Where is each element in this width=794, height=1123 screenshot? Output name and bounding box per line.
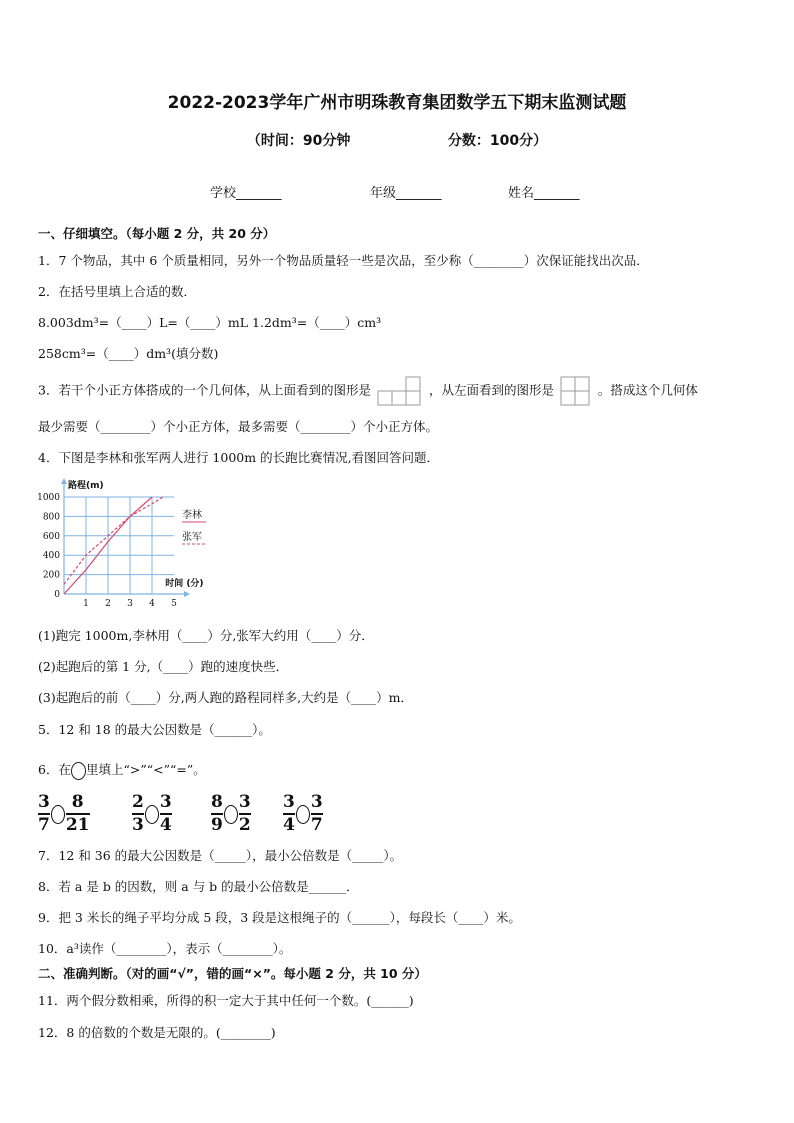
- question-4-1: (1)跑完 1000m,李林用（____）分,张军大约用（____）分．: [38, 628, 374, 643]
- x-tick-label: 3: [127, 599, 133, 609]
- denominator: 3: [132, 815, 144, 835]
- x-axis-arrow: [184, 591, 190, 597]
- chart-tick-labels: [37, 479, 203, 609]
- fraction: [132, 793, 144, 835]
- question-2a: 8.003dm³=（____）L=（____）mL 1.2dm³=（____）cm³: [38, 315, 382, 330]
- y-tick-label: 600: [42, 531, 60, 542]
- y-tick-label: 1000: [37, 493, 60, 503]
- fraction: [311, 793, 323, 835]
- question-11: 11．两个假分数相乘，所得的积一定大于其中任何一个数。(______): [38, 993, 414, 1008]
- section-1-heading: 一、仔细填空。（每小题 2 分，共 20 分）: [38, 226, 276, 241]
- fraction: [283, 793, 295, 835]
- x-tick-label: 5: [171, 599, 177, 609]
- question-4: 4．下图是李林和张军两人进行 1000m 的长跑比赛情况,看图回答问题．: [38, 450, 440, 465]
- compare-circle[interactable]: [51, 805, 65, 824]
- numerator: 8: [211, 792, 223, 812]
- legend-label-1: 李林: [182, 510, 202, 521]
- numerator: 2: [132, 792, 144, 812]
- exam-subtitle: （时间：90分钟 分数：100分）: [246, 133, 548, 149]
- x-axis-label: 时间 (分): [165, 579, 204, 589]
- denominator: 9: [211, 815, 223, 835]
- question-7: 7．12 和 36 的最大公因数是（_____），最小公倍数是（_____）。: [38, 848, 403, 863]
- circle-icon: [71, 762, 86, 780]
- numerator: 3: [238, 792, 251, 812]
- denominator: 4: [159, 815, 172, 835]
- fraction-pair: [38, 793, 90, 835]
- fraction: [38, 793, 50, 835]
- q6-text-2: 里填上“>”“<”“=”。: [85, 762, 206, 777]
- x-tick-label: 1: [83, 599, 89, 609]
- running-race-chart: [30, 478, 260, 610]
- q6-text-1: 6．在: [38, 762, 71, 777]
- fraction-pair: [283, 793, 323, 835]
- denominator: 2: [238, 815, 251, 835]
- chart-series: [64, 497, 163, 594]
- question-3: [38, 376, 698, 406]
- fraction: [239, 793, 251, 835]
- chart-legend: [182, 508, 206, 544]
- numerator: 3: [310, 792, 323, 812]
- legend-label-2: 张军: [182, 532, 202, 543]
- section-2-heading: 二、准确判断。（对的画“√”，错的画“×”。每小题 2 分，共 10 分）: [38, 966, 427, 981]
- fraction: [211, 793, 223, 835]
- fraction-pair: [211, 793, 251, 835]
- question-6: [38, 760, 206, 780]
- numerator: 3: [38, 792, 50, 812]
- y-axis-arrow: [61, 478, 67, 484]
- question-8: 8．若 a 是 b 的因数，则 a 与 b 的最小公倍数是______．: [38, 879, 359, 894]
- fraction: [160, 793, 172, 835]
- denominator: 21: [65, 815, 90, 835]
- question-5: 5．12 和 18 的最大公因数是（______）。: [38, 722, 271, 737]
- numerator: 8: [71, 792, 84, 812]
- y-tick-label: 0: [54, 590, 60, 600]
- numerator: 3: [283, 792, 295, 812]
- x-tick-label: 4: [149, 599, 155, 609]
- question-4-2: (2)起跑后的第 1 分,（____）跑的速度快些．: [38, 659, 289, 674]
- compare-circle[interactable]: [296, 805, 310, 824]
- question-1: 1．7 个物品，其中 6 个质量相同，另外一个物品质量轻一些是次品，至少称（________）次保证能找出次品．: [38, 253, 649, 268]
- denominator: 7: [310, 815, 323, 835]
- y-tick-label: 400: [42, 551, 60, 562]
- series-line-2: [64, 497, 163, 584]
- chart-grid: [64, 497, 174, 594]
- numerator: 3: [159, 792, 172, 812]
- y-axis-label: 路程(m): [68, 481, 104, 491]
- y-tick-label: 200: [42, 570, 60, 581]
- question-9: 9．把 3 米长的绳子平均分成 5 段，3 段是这根绳子的（______），每段长（____）米。: [38, 910, 521, 925]
- q3-text-3: 。搭成这个几何体: [597, 382, 698, 398]
- question-2: 2．在括号里填上合适的数．: [38, 284, 196, 299]
- fraction: [66, 793, 90, 835]
- question-12: 12．8 的倍数的个数是无限的。(________): [38, 1025, 276, 1040]
- name-field[interactable]: 姓名_______: [508, 186, 580, 201]
- q3-text-1: 3．若干个小正方体搭成的一个几何体，从上面看到的图形是: [38, 382, 371, 398]
- compare-circle[interactable]: [224, 805, 238, 824]
- denominator: 7: [38, 815, 50, 835]
- top-view-figure: [377, 376, 423, 406]
- x-tick-label: 2: [105, 599, 111, 609]
- denominator: 4: [283, 815, 295, 835]
- question-2b: 258cm³=（____）dm³(填分数): [38, 346, 219, 361]
- school-field[interactable]: 学校_______: [210, 186, 282, 201]
- q3-text-2: ，从左面看到的图形是: [428, 382, 554, 398]
- compare-circle[interactable]: [145, 805, 159, 824]
- question-4-3: (3)起跑后的前（____）分,两人跑的路程同样多,大约是（____）m．: [38, 690, 414, 705]
- page-title: 2022-2023学年广州市明珠教育集团数学五下期末监测试题: [167, 93, 627, 113]
- left-view-figure: [560, 376, 592, 406]
- question-3-line2: 最少需要（________）个小正方体，最多需要（________）个小正方体。: [38, 419, 439, 434]
- grade-field[interactable]: 年级_______: [370, 186, 442, 201]
- fraction-pair: [132, 793, 172, 835]
- question-10: 10．a³读作（________），表示（________）。: [38, 941, 292, 956]
- y-tick-label: 800: [42, 512, 60, 523]
